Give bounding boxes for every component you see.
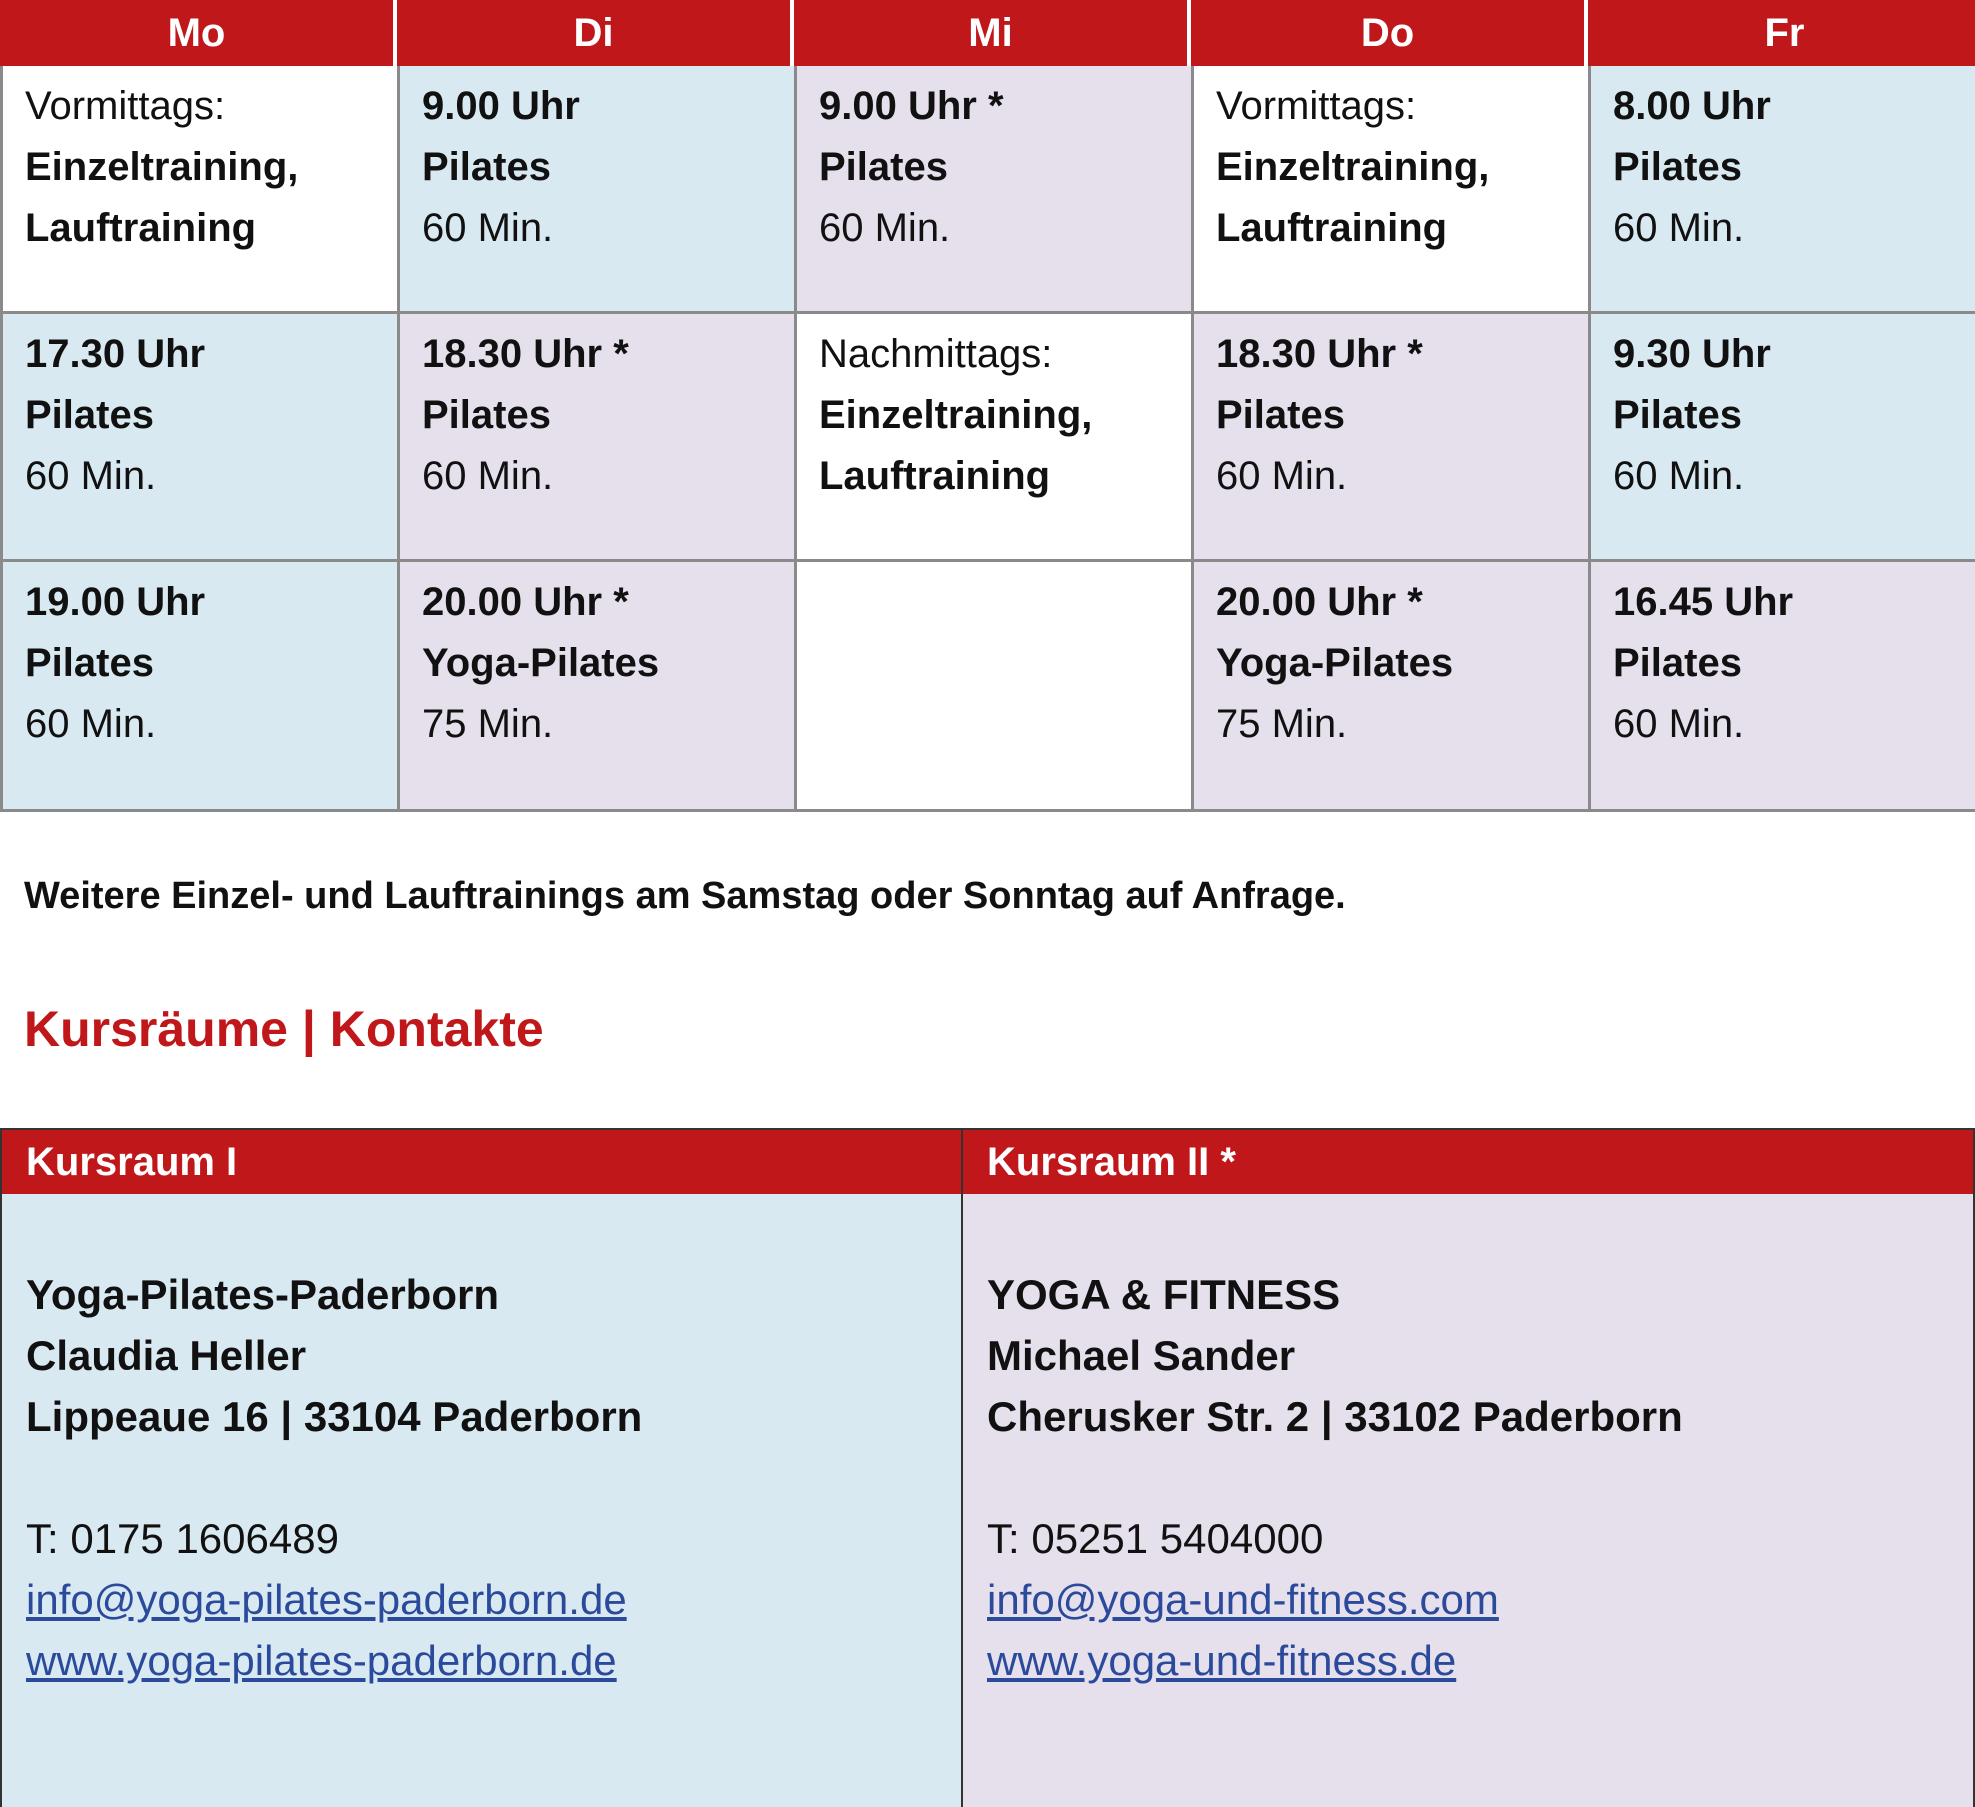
schedule-cell-line: 9.30 Uhr <box>1613 332 1771 376</box>
section-title: Kursräume | Kontakte <box>24 1001 544 1057</box>
schedule-cell-line: 60 Min. <box>422 206 554 250</box>
schedule-cell-line: 8.00 Uhr <box>1613 84 1771 128</box>
schedule-cell-line: Lauftraining <box>819 454 1051 498</box>
room-contact-1 <box>0 1194 961 1807</box>
contact-person: Claudia Heller <box>26 1332 307 1379</box>
schedule-cell <box>0 314 397 562</box>
schedule-cell-line: 19.00 Uhr <box>25 580 206 624</box>
schedule-cell-line: 16.45 Uhr <box>1613 580 1794 624</box>
schedule-cell <box>1191 562 1588 812</box>
email-link[interactable]: info@yoga-pilates-paderborn.de <box>26 1576 627 1623</box>
schedule-cell <box>794 562 1191 812</box>
schedule-cell <box>1191 314 1588 562</box>
schedule-cell-line: 20.00 Uhr * <box>422 580 629 624</box>
day-header: Di <box>397 0 794 66</box>
schedule-cell-line: Einzeltraining, <box>1216 145 1490 189</box>
schedule-cell-line: 75 Min. <box>422 702 554 746</box>
phone-number: T: 0175 1606489 <box>26 1515 339 1562</box>
schedule-cell-line: Vormittags: <box>1216 84 1417 128</box>
schedule-cell-line: 75 Min. <box>1216 702 1348 746</box>
schedule-cell-line: 60 Min. <box>1216 454 1348 498</box>
day-header: Do <box>1191 0 1588 66</box>
spacer <box>26 1447 961 1508</box>
schedule-cell-line: 60 Min. <box>25 702 157 746</box>
schedule-cell-line: Pilates <box>25 393 154 437</box>
schedule-cell-line: Pilates <box>1613 393 1742 437</box>
website-link[interactable]: www.yoga-pilates-paderborn.de <box>26 1637 617 1684</box>
studio-name: Yoga-Pilates-Paderborn <box>26 1271 499 1318</box>
schedule-cell-line: Yoga-Pilates <box>422 641 660 685</box>
schedule-cell-line: Lauftraining <box>1216 206 1448 250</box>
schedule-cell-line: Vormittags: <box>25 84 226 128</box>
spacer <box>987 1447 1973 1508</box>
schedule-cell-line: Einzeltraining, <box>25 145 299 189</box>
day-header: Mi <box>794 0 1191 66</box>
schedule-cell-line: 9.00 Uhr <box>422 84 580 128</box>
schedule-cell-line: 60 Min. <box>1613 454 1745 498</box>
schedule-cell-line: 60 Min. <box>1613 702 1745 746</box>
schedule-cell-line: Pilates <box>422 145 551 189</box>
schedule-cell-line: Pilates <box>422 393 551 437</box>
day-header: Mo <box>0 0 397 66</box>
schedule-cell <box>1191 66 1588 314</box>
schedule-cell <box>1588 314 1975 562</box>
studio-name: YOGA & FITNESS <box>987 1271 1341 1318</box>
schedule-cell-line: Pilates <box>1613 641 1742 685</box>
schedule-cell <box>1588 66 1975 314</box>
schedule-cell <box>0 562 397 812</box>
schedule-cell-line: 60 Min. <box>1613 206 1745 250</box>
address: Lippeaue 16 | 33104 Paderborn <box>26 1393 643 1440</box>
schedule-cell <box>397 562 794 812</box>
schedule-cell-line: Lauftraining <box>25 206 257 250</box>
email-link[interactable]: info@yoga-und-fitness.com <box>987 1576 1499 1623</box>
day-header: Fr <box>1588 0 1975 66</box>
schedule-cell-line: 20.00 Uhr * <box>1216 580 1423 624</box>
schedule-cell-line: 18.30 Uhr * <box>1216 332 1423 376</box>
schedule-cell <box>0 66 397 314</box>
schedule-cell <box>794 66 1191 314</box>
schedule-cell-line: Yoga-Pilates <box>1216 641 1454 685</box>
schedule-cell-line: Pilates <box>819 145 948 189</box>
schedule-cell-line: Einzeltraining, <box>819 393 1093 437</box>
room-header-2: Kursraum II * <box>961 1130 1975 1194</box>
schedule-cell-line: 60 Min. <box>422 454 554 498</box>
schedule-cell <box>794 314 1191 562</box>
schedule-cell-line: Nachmittags: <box>819 332 1053 376</box>
schedule-cell-line: 60 Min. <box>819 206 951 250</box>
website-link[interactable]: www.yoga-und-fitness.de <box>987 1637 1457 1684</box>
course-rooms-table <box>0 1128 1975 1805</box>
contact-person: Michael Sander <box>987 1332 1296 1379</box>
phone-number: T: 05251 5404000 <box>987 1515 1324 1562</box>
schedule-cell-line: 17.30 Uhr <box>25 332 206 376</box>
address: Cherusker Str. 2 | 33102 Paderborn <box>987 1393 1683 1440</box>
weekend-note: Weitere Einzel- und Lauftrainings am Samstag oder Sonntag auf Anfrage. <box>24 875 1346 917</box>
weekly-schedule-table <box>0 0 1975 812</box>
schedule-cell <box>1588 562 1975 812</box>
schedule-cell-line: 18.30 Uhr * <box>422 332 629 376</box>
schedule-cell <box>397 314 794 562</box>
room-contact-2 <box>961 1194 1975 1807</box>
schedule-cell-line: 60 Min. <box>25 454 157 498</box>
room-header-1: Kursraum I <box>0 1130 961 1194</box>
schedule-cell <box>397 66 794 314</box>
schedule-cell-line: Pilates <box>25 641 154 685</box>
schedule-cell-line: Pilates <box>1216 393 1345 437</box>
schedule-cell-line: Pilates <box>1613 145 1742 189</box>
schedule-cell-line: 9.00 Uhr * <box>819 84 1004 128</box>
